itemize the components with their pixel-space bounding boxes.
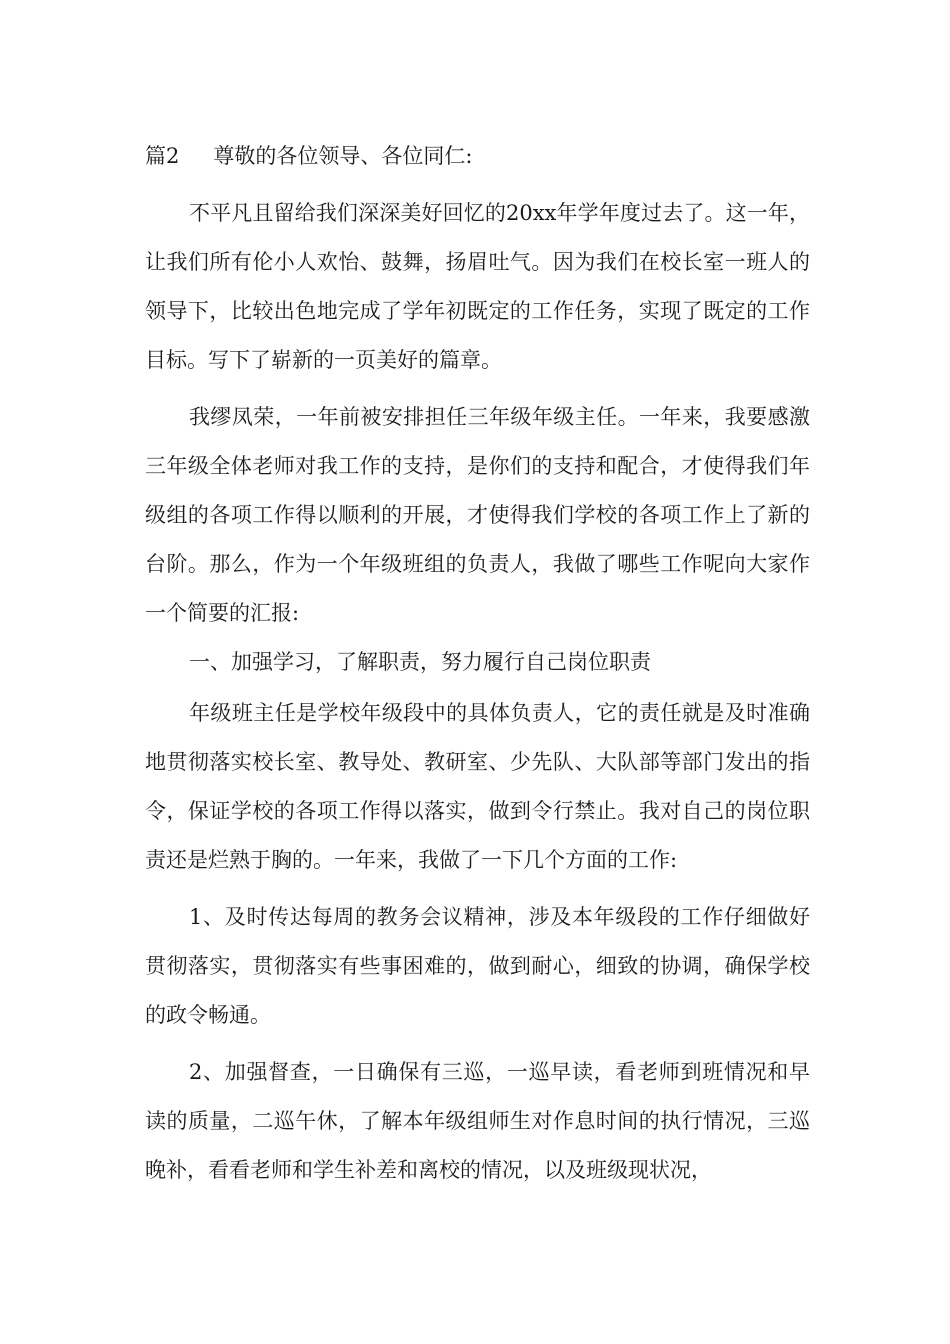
paragraph-3: 年级班主任是学校年级段中的具体负责人，它的责任就是及时准确地贯彻落实校长室、教导处、教研室、少先队、大队部等部门发出的指令，保证学校的各项工作得以落实，做到令行禁止。我对自己的岗位职责还是烂熟于胸的。一年来，我做了一下几个方面的工作:: [145, 701, 810, 872]
paragraph-2: 我缪凤荣，一年前被安排担任三年级年级主任。一年来，我要感激三年级全体老师对我工作的支持，是你们的支持和配合，才使得我们年级组的各项工作得以顺利的开展，才使得我们学校的各项工作上了新的台阶。那么，作为一个年级班组的负责人，我做了哪些工作呢向大家作一个简要的汇报:: [145, 405, 810, 625]
paragraph-1: 不平凡且留给我们深深美好回忆的20xx年学年度过去了。这一年，让我们所有伦小人欢怡、鼓舞，扬眉吐气。因为我们在校长室一班人的领导下，比较出色地完成了学年初既定的工作任务，实现了既定的工作目标。写下了崭新的一页美好的篇章。: [145, 201, 810, 372]
document-heading: [145, 132, 810, 181]
heading-greeting: 尊敬的各位领导、各位同仁:: [213, 144, 473, 168]
heading-prefix: 篇2: [145, 144, 180, 168]
paragraph-5: 2、加强督查，一日确保有三巡，一巡早读，看老师到班情况和早读的质量，二巡午休，了解本年级组师生对作息时间的执行情况，三巡晚补，看看老师和学生补差和离校的情况，以及班级现状况，: [145, 1060, 810, 1182]
paragraph-4: 1、及时传达每周的教务会议精神，涉及本年级段的工作仔细做好贯彻落实，贯彻落实有些事困难的，做到耐心，细致的协调，确保学校的政令畅通。: [145, 905, 810, 1027]
section-heading-1: 一、加强学习，了解职责，努力履行自己岗位职责: [189, 650, 651, 674]
document-body: [145, 132, 810, 1195]
